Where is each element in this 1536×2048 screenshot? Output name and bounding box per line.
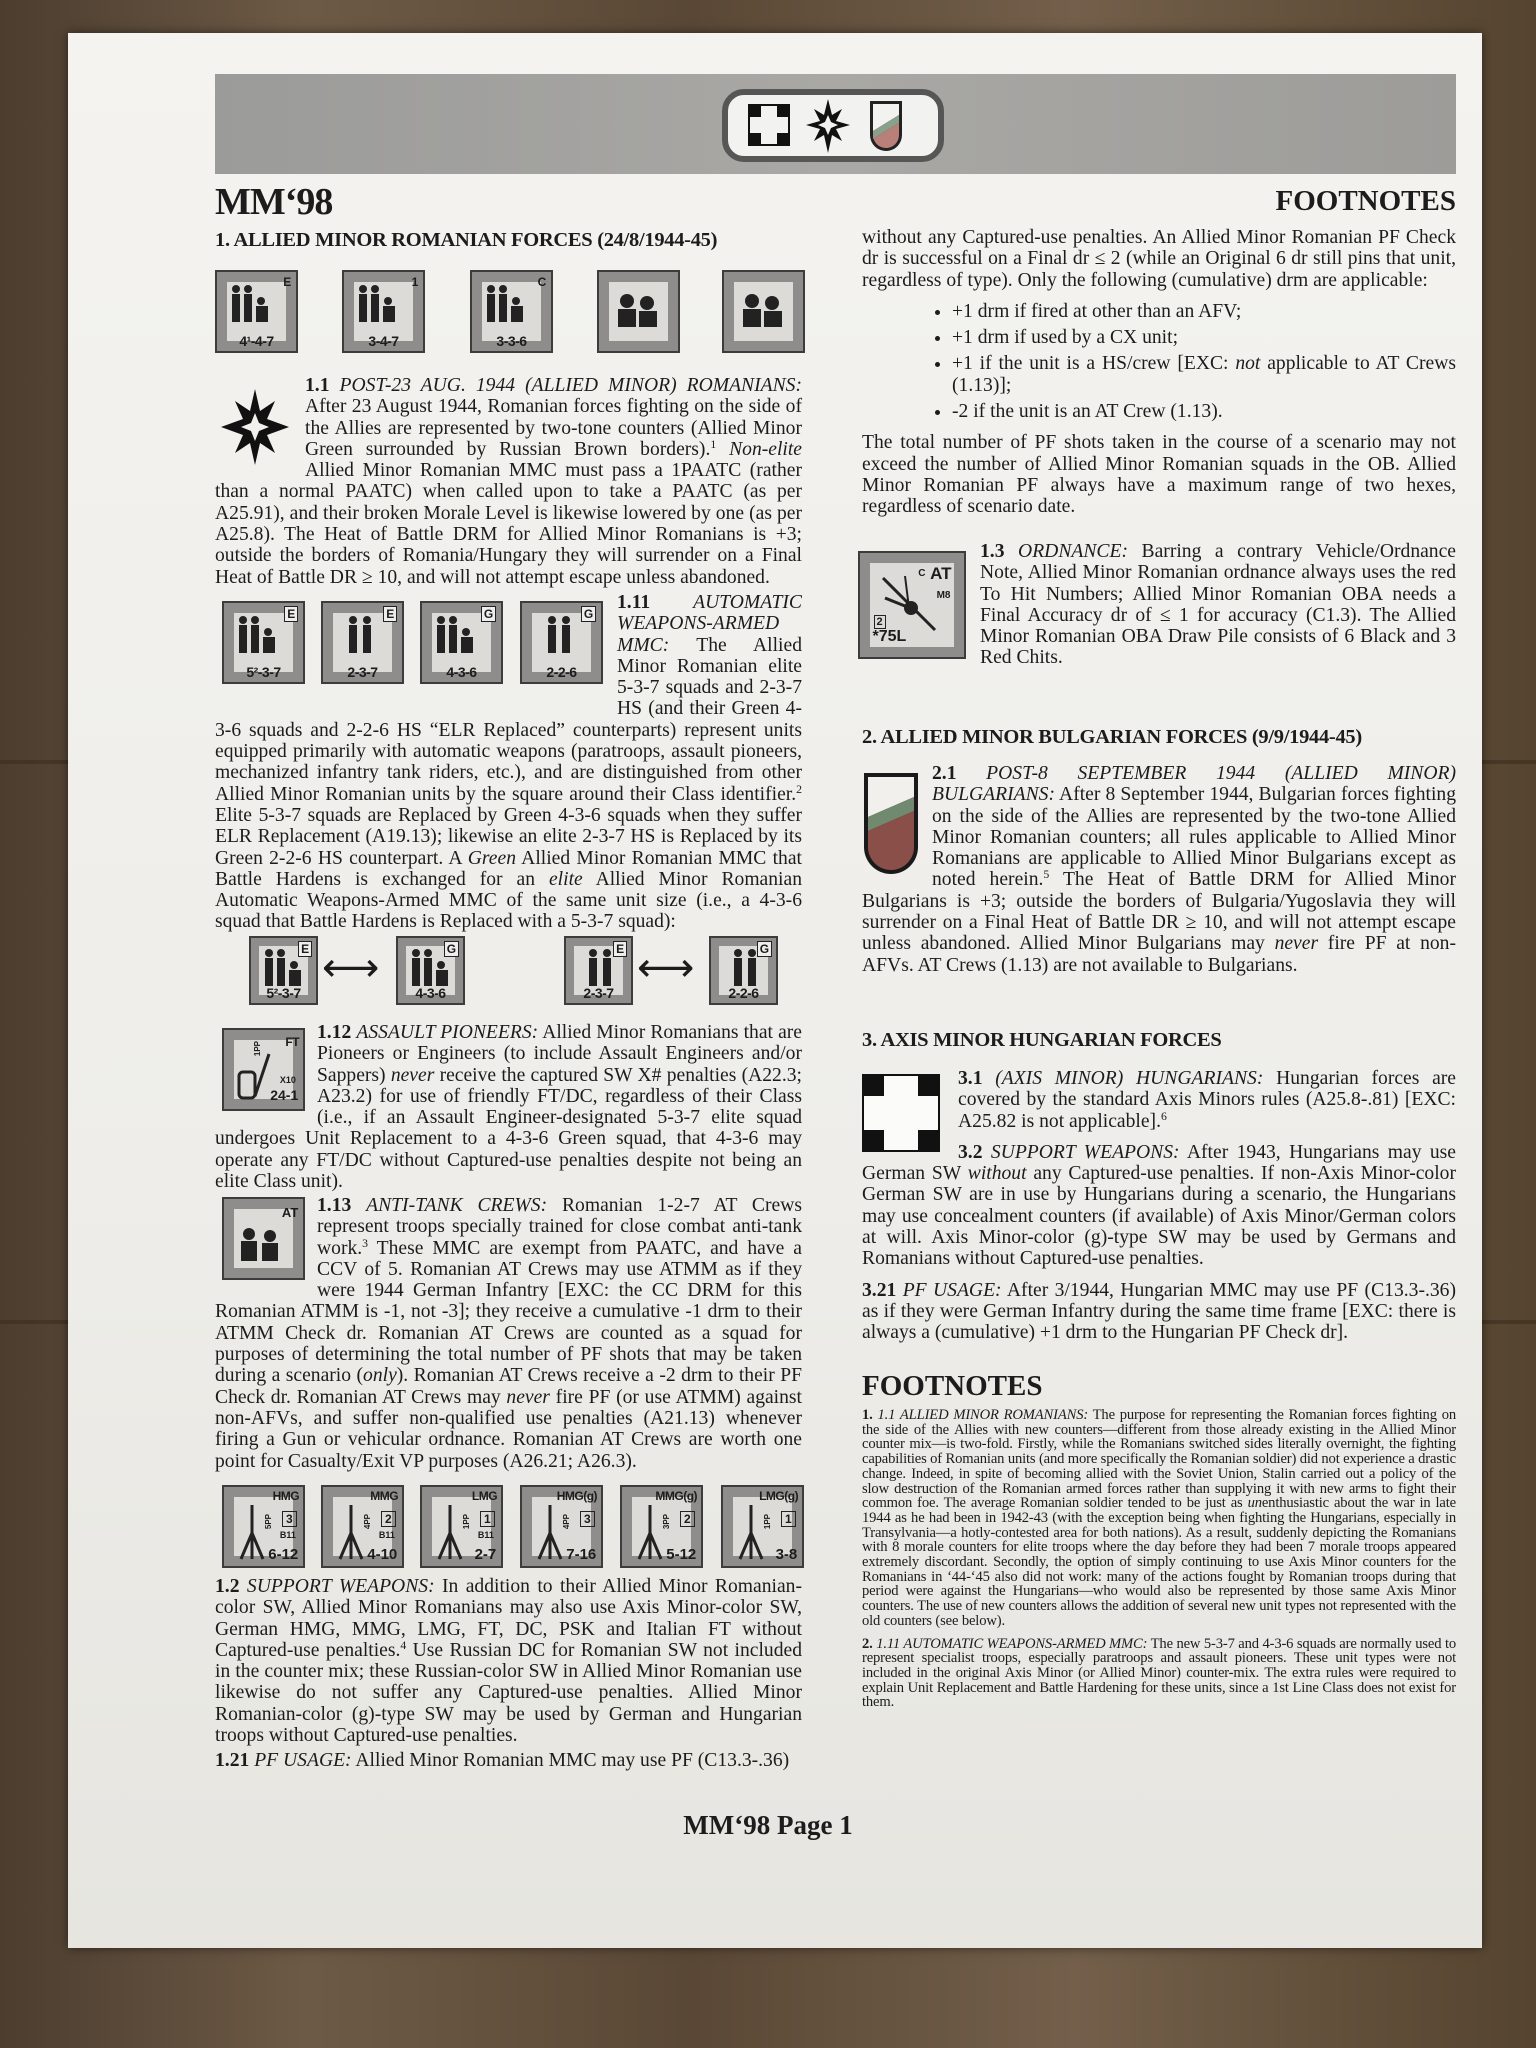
crew-silhouette-icon [738,289,788,339]
rule-text: any Captured-use penalties. If non-Axis Minor-color German SW are in use by Hungarians during a scenario, the Hungarians may use concealment counters (if available) of Axis Minor/German colors at will. Axis Minor-color (g)-type SW may be used by Germans and Romanians without Captured-use penalties. [862,1163,1456,1270]
sw-strength: 7-16 [566,1545,597,1563]
rule-text [862,1280,1456,1344]
rule-1-2 [215,1576,802,1746]
sw-rof: 2 [381,1511,396,1527]
rule-text [862,1142,1456,1269]
rule-emphasis: only [363,1365,397,1387]
rule-text: The Heat of Battle DRM for Allied Minor Bulgarians is +3; outside the borders of Bulgaria/Yugoslavia they will surrender on a Final Heat of Battle DR ≥ 10, and will not attempt escape unless abandoned. Allied Minor Bulgarians may [862,869,1456,955]
sw-name: HMG(g) [556,1489,598,1504]
rule-text: After 1943, Hungarians may use German SW [862,1141,1457,1185]
rule-text [952,301,1241,322]
rule-number: 1.21 [215,1750,255,1771]
unit-counter [709,936,778,1005]
rule-text [716,439,729,460]
footnotes-heading: FOOTNOTES [862,1370,1043,1402]
rule-text [980,541,1456,668]
counter-class: G [444,941,459,957]
rule-emphasis: un [1247,1495,1262,1512]
rule-number: 1.12 [317,1022,357,1043]
rule-text: Allied Minor Romanian MMC may use PF (C13.3-.36) [351,1750,790,1771]
section-title: FOOTNOTES [1275,185,1456,217]
rule-2-1 [862,763,1456,976]
machine-gun-icon [635,1503,665,1561]
rule-emphasis: AUTOMATIC WEAPONS-ARMED MMC: [617,592,802,656]
squad-silhouette-icon [353,283,408,333]
footnote-1 [862,1408,1456,1629]
rule-number: 1.1 [305,375,340,396]
rule-text: Allied Minor Romanian MMC must pass a 1PAATC (rather than a normal PAATC) when called upon to take a PAATC (as per A25.91), and their broken Morale Level is likewise lowered by one (as per A25.8). The Heat of Battle DRM for Allied Minor Romanians is +3; outside the borders of Romania/Hungary they will surrender on a Final Heat of Battle DR ≥ 10, and will not attempt escape unless abandoned. [215,460,802,588]
rule-text: After 23 August 1944, Romanian forces fighting on the side of the Allies are represented by two-tone counters (Allied Minor Green surrounded by Russian Brown borders). [305,396,802,460]
rule-emphasis: ASSAULT PIONEERS: [356,1022,539,1043]
sw-portage: 5PP [263,1513,273,1529]
rule-emphasis: PF USAGE: [902,1279,1002,1301]
rule-text: enthusiastic about the war in late 1944 as he had been in 1942-43 (with the exception being when fighting the Hungarians, especially in Transylvania—a hotly-contested area for both nations). As a result, suddenly depicting the Romanians with 8 morale counters for elite troops where the day before they had been 7 morale troops appeared extremely discordant. Secondly, the option of simply continuing to use Axis Minor counters for the Romanians in ‘44-‘45 also did not work: many of the actions fought by Romanian troops during that period were against the Hungarians—who would also be represented by those same Axis Minor counters. The use of new counters allows the addition of several new unit types not represented with the old counters (see below). [862,1495,1456,1629]
rule-text [862,1407,1456,1629]
counter-strength: 5²-3-7 [266,985,301,1002]
sw-portage: 4PP [561,1513,571,1529]
rule-text [952,401,1223,422]
sw-name: MMG [370,1489,399,1504]
unit-counter [564,936,633,1005]
rule-emphasis: POST-8 SEPTEMBER 1944 (ALLIED MINOR) BULGARIANS: [932,763,1456,806]
counter-class: G [757,941,772,957]
rule-emphasis: 1.11 AUTOMATIC WEAPONS-ARMED MMC: [876,1635,1148,1652]
rule-emphasis: elite [548,868,583,890]
crew-counter [597,270,680,353]
rule-text: +1 drm if used by a CX unit; [952,327,1179,349]
drm-item [952,327,1456,348]
counter-class: E [284,606,298,622]
rule-emphasis: without [967,1163,1027,1185]
exchange-arrow-icon: ⟷ [637,945,695,991]
sw-breakdown: B11 [279,1530,296,1541]
rule-text [215,375,802,588]
crew-counter [722,270,805,353]
rule-emphasis: Green [467,847,516,869]
rule-3-1 [862,1068,1456,1354]
sw-counter-lmg-g [721,1485,804,1568]
machine-gun-icon [535,1503,565,1561]
rule-emphasis: Non-elite [729,438,802,460]
rule-text [215,1750,789,1771]
rule-text [215,1576,802,1746]
drm-list [862,301,1456,422]
sw-strength: 5-12 [666,1545,697,1563]
machine-gun-icon [435,1503,465,1561]
rule-text: Allied Minor Romanians that are Pioneers or Engineers (to include Assault Engineers and/or Sappers) [317,1022,802,1086]
sw-counter-mmg-g [620,1485,703,1568]
sw-rof: 1 [480,1511,495,1527]
unit-counter [396,936,465,1005]
counter-class: E [613,941,627,957]
heading-romanian-forces: 1. ALLIED MINOR ROMANIAN FORCES (24/8/1944-45) [215,229,718,251]
rule-text [862,432,1456,517]
rule-emphasis: (AXIS MINOR) HUNGARIANS: [995,1068,1264,1089]
heading-bulgarian-forces: 2. ALLIED MINOR BULGARIAN FORCES (9/9/1944-45) [862,726,1362,748]
drm-item [952,301,1456,322]
rule-text: Romanian 1-2-7 AT Crews represent troops specially trained for close combat anti-tank work. [317,1195,802,1259]
footnote-2 [862,1637,1456,1711]
heading-hungarian-forces: 3. AXIS MINOR HUNGARIAN FORCES [862,1029,1222,1051]
page-number: MM‘98 Page 1 [683,1810,853,1840]
rule-1-21-continued [862,227,1456,528]
sw-counter-lmg [420,1485,503,1568]
footnote-ref: 4 [400,1638,407,1652]
rule-number: 1. [862,1407,878,1423]
counter-strength: 3-3-6 [496,332,527,349]
counter-class: E [298,941,312,957]
rule-text: These MMC are exempt from PAATC, and have a CCV of 5. Romanian AT Crews may use ATMM as if they were 1944 German Infantry [EXC: the CC DRM for this Romanian ATMM is -1, not -3]; they receive a cumulative -1 drm to their ATMM Check dr. Romanian AT Crews are counted as a squad for purposes of determining the total number of PF shots that may be taken during a scenario ( [215,1237,802,1387]
romanian-star-icon [219,387,291,467]
rule-number: 1.13 [317,1195,367,1216]
footnote-ref: 2 [796,782,802,796]
rule-text: Allied Minor Romanian Automatic Weapons-Armed MMC of the same unit size (i.e., a 4-3-6 squad that Battle Hardens is Replaced with a 5-3-7 squad): [215,868,802,933]
rule-text: -2 if the unit is an AT Crew (1.13). [952,401,1223,423]
rule-text [862,1636,1456,1711]
counter-strength: 3-4-7 [368,332,399,349]
counter-strength: 2-2-6 [728,985,759,1002]
unit-counter [470,270,553,353]
counter-strength: 5²-3-7 [246,663,281,680]
exchange-arrow-icon: ⟷ [322,945,380,991]
rule-text: +1 drm if fired at other than an AFV; [952,300,1242,322]
sw-name: MMG(g) [655,1489,698,1504]
counter-strength: 4-3-6 [415,985,446,1002]
rule-emphasis: ORDNANCE: [1018,541,1128,562]
unit-counter [342,270,425,353]
counter-strength: 4-3-6 [446,663,477,680]
squad-silhouette-icon [481,283,536,333]
machine-gun-icon [237,1503,267,1561]
footnote-ref: 1 [710,437,717,451]
rule-number: 1.3 [980,541,1019,562]
sw-portage: 4PP [362,1513,372,1529]
rule-text: ). Romanian AT Crews receive a -2 drm to their PF Check dr. Romanian AT Crews may [215,1365,802,1408]
sw-counter-mmg [321,1485,404,1568]
footnotes [862,1408,1456,1718]
rule-number: 3.1 [958,1068,996,1089]
rule-text: The purpose for representing the Romanian forces fighting on the side of the Allies with new counters—different from those already existing in the Allied Minor counter mix—is two-fold. Firstly, while the Romanians switched sides literally overnight, the fighting capabilities of Romanian units (and more specifically the Romanian soldier) did not experience a drastic change. Indeed, in spite of becoming allied with the Soviet Union, Stalin carried out a policy of the slow destruction of the Romanian armed forces rather than supplying it with new arms to fight their common foe. The average Romanian soldier tended to be just as [862,1407,1457,1512]
rule-1-12 [215,1022,802,1192]
rule-text: The Allied Minor Romanian elite 5-3-7 squads and 2-3-7 HS (and their Green 4-3-6 squads and 2-2-6 HS “ELR Replaced” counterparts) represent units equipped primarily with automatic weapons (paratroops, assault pioneers, mechanized infantry tank riders, etc.), and are distinguished from other Allied Minor Romanian units by the square around their Class identifier. [215,634,802,805]
rule-text: Allied Minor Romanian MMC that Battle Hardens is exchanged for an [215,847,802,890]
sw-breakdown: B11 [378,1530,395,1541]
sw-portage: 1PP [762,1513,772,1529]
rule-number: 2.1 [932,763,987,784]
sw-rof: 3 [580,1511,595,1527]
bulgarian-shield-icon [862,771,920,875]
sw-rof: 3 [282,1511,297,1527]
sw-strength: 3-8 [775,1545,798,1563]
rule-emphasis: ANTI-TANK CREWS: [366,1195,548,1216]
footnote-ref: 5 [1043,868,1050,882]
rule-number: 3.2 [958,1141,991,1163]
hungarian-cross-icon [862,1074,940,1152]
rule-text [862,763,1456,976]
counter-class: E [383,606,397,622]
rule-number: 1.2 [215,1576,247,1597]
rule-text: Barring a contrary Vehicle/Ordnance Note, Allied Minor Romanian ordnance always uses the red To Hit Numbers; Allied Minor Romanian OBA needs a Final Accuracy dr of ≤ 1 for accuracy (C1.3). The Allied Minor Romanian OBA Draw Pile consists of 6 Black and 3 Red Chits. [980,541,1457,669]
unit-counter [249,936,318,1005]
machine-gun-icon [336,1503,366,1561]
sw-name: LMG [471,1489,498,1504]
rule-number: 2. [862,1635,877,1652]
rule-text: After 3/1944, Hungarian MMC may use PF (C13.3-.36) as if they were German Infantry during the same time frame [EXC: there is always a (cumulative) +1 drm to the Hungarian PF Check dr]. [862,1279,1456,1344]
sw-breakdown: B11 [477,1530,494,1541]
counter-strength: 2-3-7 [347,663,378,680]
rule-emphasis: never [390,1064,435,1086]
rule-emphasis: never [506,1386,550,1408]
rule-text: The new 5-3-7 and 4-3-6 squads are normally used to represent specialist troops, especially paratroops and assault pioneers. These unit types were not included in the original Axis Minor (or Allied Minor) counter-mix. The extra rules were required to explain Unit Replacement and Battle Hardening for these units, since a 1st Line Class does not exist for them. [862,1635,1457,1711]
rule-text: applicable to AT Crews (1.13)]; [952,353,1457,396]
rule-emphasis: never [1274,933,1319,955]
rule-text: fire PF (or use ATMM) against non-AFVs, and suffer non-qualified use penalties (A21.13) whenever firing a Gun or vehicular ordnance. Romanian AT Crews are worth one point for Casualty/Exit VP purposes (A26.21; A26.3). [215,1386,802,1472]
sw-portage: 3PP [661,1513,671,1529]
rule-text: without any Captured-use penalties. An Allied Minor Romanian PF Check dr is successful on a Final dr ≤ 2 (while an Original 6 dr still pins that unit, regardless of type). Only the following (cumulative) drm are applicable: [862,227,1456,291]
machine-gun-icon [736,1503,766,1561]
counter-class: E [283,275,292,290]
rule-text: In addition to their Allied Minor Romanian-color SW, Allied Minor Romanians may also use Axis Minor-color SW, German HMG, MMG, LMG, FT, DC, PSK and Italian FT without Captured-use penalties. [215,1576,802,1661]
crew-silhouette-icon [235,1226,285,1266]
drm-item [952,353,1456,396]
rule-text [952,353,1456,395]
rule-emphasis: SUPPORT WEAPONS: [246,1576,435,1597]
sw-rof: 1 [781,1511,796,1527]
sw-portage: 1PP [461,1513,471,1529]
crew-silhouette-icon [613,289,663,339]
at-crew-counter: AT [222,1197,305,1280]
rule-text: Use Russian DC for Romanian SW not included in the counter mix; these Russian-color SW in Allied Minor Romanian use likewise do not suffer any Captured-use penalties. Allied Minor Romanian-color (g)-type SW may be used by German and Hungarian troops without Captured-use penalties. [215,1639,802,1747]
rule-emphasis: not [1235,353,1261,375]
rule-text: The total number of PF shots taken in the course of a scenario may not exceed the number of Allied Minor Romanian squads in the OB. Allied Minor Romanian PF always have a maximum range of two hexes, regardless of scenario date. [862,432,1456,518]
sw-name: HMG [272,1489,300,1504]
counter-strength: 4¹-4-7 [239,332,274,349]
rule-emphasis: PF USAGE: [254,1750,352,1771]
sw-rof: 2 [680,1511,695,1527]
counter-class: C [537,275,547,290]
rule-1-3 [858,541,1456,669]
rule-number: 3.21 [862,1279,903,1301]
rule-text: Elite 5-3-7 squads are Replaced by Green 4-3-6 squads when they suffer ELR Replacement (A19.13); likewise an elite 2-3-7 HS is Replaced by its Green 2-2-6 HS counterpart. A [215,804,802,869]
rule-emphasis: 1.1 ALLIED MINOR ROMANIANS: [877,1407,1089,1423]
rule-text: Hungarian forces are covered by the standard Axis Minors rules (A25.8-.81) [EXC: A25.82 is not applicable]. [958,1068,1457,1132]
rule-emphasis: POST-23 AUG. 1944 (ALLIED MINOR) ROMANIANS: [339,375,803,396]
nationality-emblem [722,89,944,162]
counter-strength: 2-3-7 [583,985,614,1002]
unit-counter [215,270,298,353]
counter-strength: 2-2-6 [546,663,577,680]
sw-counter-hmg-g [520,1485,603,1568]
sw-name: LMG(g) [759,1489,799,1504]
squad-silhouette-icon [226,283,281,333]
rule-number: 1.11 [617,592,694,613]
drm-item [952,401,1456,422]
counter-class: G [581,606,596,622]
rule-text [952,327,1178,348]
sw-strength: 2-7 [474,1545,497,1563]
footnote-ref: 6 [1160,1109,1167,1123]
flamethrower-counter: FT 1PP X10 24-1 [222,1028,305,1111]
ordnance-counter: C AT M8 2 *75L [858,551,966,659]
page-title: MM‘98 [215,181,333,223]
sw-strength: 6-12 [268,1545,299,1563]
hungarian-cross-icon [748,104,790,146]
rule-text [862,227,1456,291]
footnote-ref: 3 [362,1236,369,1250]
sw-counter-hmg [222,1485,305,1568]
rule-text: receive the captured SW X# penalties (A22.3; A23.2) for use of friendly FT/DC, regardless of their Class (i.e., if an Assault Engineer-designated 5-3-7 elite squad undergoes Unit Replacement to a 4-3-6 Green squad, that 4-3-6 may operate any FT/DC without Captured-use penalties despite not being an elite Class unit). [215,1064,802,1193]
sw-strength: 4-10 [367,1545,398,1563]
rule-1-11 [215,592,802,933]
rule-text: +1 if the unit is a HS/crew [EXC: [952,353,1236,375]
rule-1-1 [215,375,802,588]
rule-text [958,1068,1456,1132]
bulgarian-shield-icon [870,101,902,151]
rule-emphasis: SUPPORT WEAPONS: [990,1141,1180,1163]
rule-1-21 [215,1750,802,1771]
rule-text: fire PF at non-AFVs. AT Crews (1.13) are not available to Bulgarians. [862,933,1456,976]
counter-class: G [481,606,496,622]
counter-class: 1 [411,275,419,290]
rule-text: After 8 September 1944, Bulgarian forces fighting on the side of the Allies are represented by the two-tone Allied Minor Romanian counters; all rules applicable to Allied Minor Romanians are applicable to Allied Minor Bulgarians except as noted herein. [932,784,1456,891]
romanian-star-icon [806,99,850,153]
rule-1-13 [215,1195,802,1472]
